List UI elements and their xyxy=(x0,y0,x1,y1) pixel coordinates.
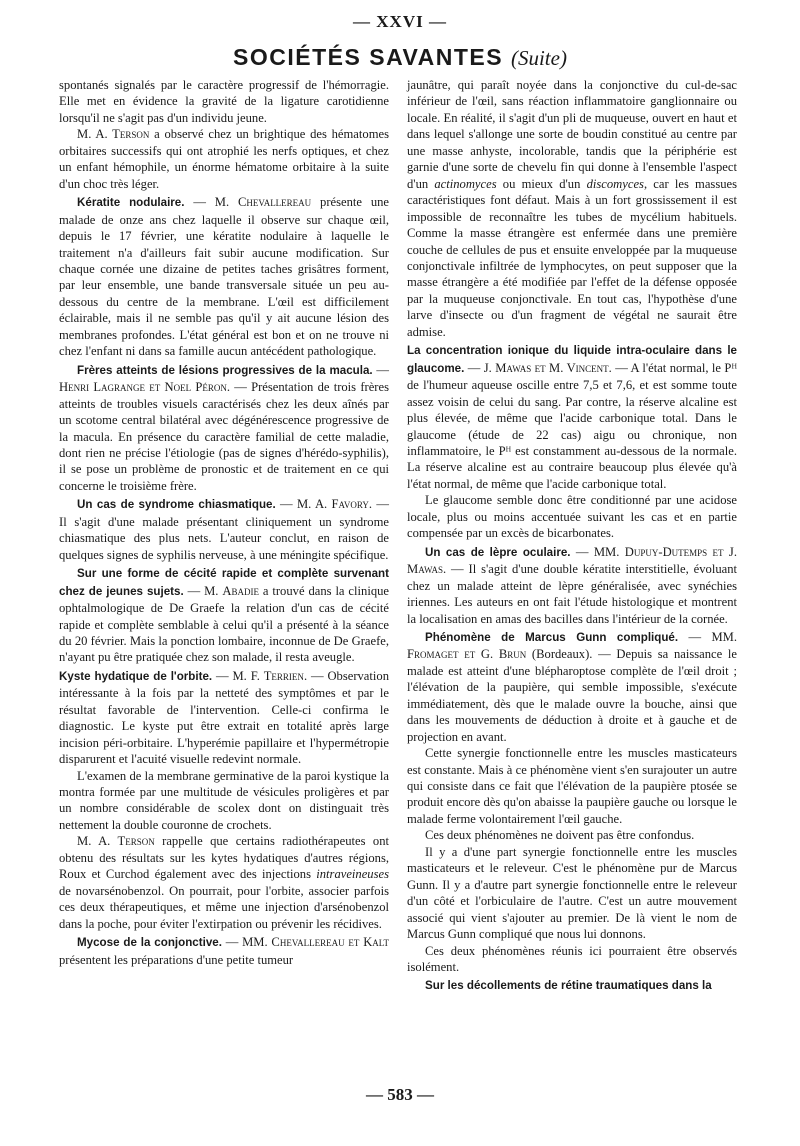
separator: — M. F. xyxy=(212,668,264,683)
paragraph: Il y a d'une part synergie fonctionnelle entre les muscles masticateurs et le releveur. C'est le phénomène pur de Marcus Gunn. Il y a d'autre part synergie fonctionnelle entre le releveur d'un côté et l'orbiculaire de l'autre. C'est un autre mouvement associé qui vient s'ajouter au premier. De là vient le nom de Marcus Gunn compliqué que nous lui donnons. xyxy=(407,844,737,942)
paragraph xyxy=(59,833,389,932)
separator: — MM. xyxy=(570,544,625,559)
author-name: M. A. Terson xyxy=(77,127,150,142)
page-roman-numeral: — XXVI — xyxy=(353,12,447,31)
author-name: Chevallereau et Kalt xyxy=(271,935,389,950)
separator: — MM. xyxy=(221,935,272,950)
paragraph-text: rappelle que certains radiothérapeutes ont obtenu des résultats sur les kytes hydatiques d'autres régions, Roux et Curchod également avec des injections xyxy=(59,834,389,882)
page-running-title xyxy=(0,44,800,71)
section-text: (Bordeaux). — Depuis sa naissance le malade est atteint d'une blépharoptose complète de l'œil droit ; l'élévation de la paupière, qui semble impossible, s'exécute immédiatement, dès que le malade ouvre la bouche, ainsi que dans les mouvements de déduction à droite et à gauche et de projection en avant. xyxy=(407,647,737,744)
author-name: Mawas et M. Vincent xyxy=(495,360,609,375)
paragraph: Ces deux phénomènes ne doivent pas être confondus. xyxy=(425,828,695,843)
separator: — M. xyxy=(183,583,223,598)
author-name: Fromaget et G. Brun xyxy=(407,647,527,662)
section-text: . — Il s'agit d'une double kératite interstitielle, évoluant chez un malade atteint de lèpre généralisée, avec synéchies iriennes. Les auteurs en ont fait l'étude histologique et montrent la localisation en amas des bacilles dans l'intérieur de la cornée. xyxy=(407,562,737,626)
section-cecite xyxy=(59,565,389,666)
section-kératite xyxy=(59,194,389,360)
separator: — xyxy=(372,362,389,377)
paragraph-text: de novarsénobenzol. On pourrait, pour l'orbite, associer parfois ces deux thérapeutiques, et même une injection d'arsénobenzol dans la poche, pour éviter l'extirpation ou prévenir les récidives. xyxy=(59,883,389,931)
separator: — MM. xyxy=(678,629,738,644)
paragraph-text: a observé chez un brightique des hématomes orbitaires successifs qui ont atrophié les nerfs optiques, et chez un enfant hémophile, un énorme hématome orbitaire à la suite d'un choc très léger. xyxy=(59,127,389,191)
section-heading: La concentration ionique du liquide intra-oculaire dans le glaucome. xyxy=(407,344,737,375)
section-heading: Un cas de syndrome chiasmatique. xyxy=(77,498,276,512)
section-heading: Sur une forme de cécité rapide et complète survenant chez de jeunes sujets. xyxy=(59,567,389,598)
separator: — J. xyxy=(464,360,496,375)
paragraph: Le glaucome semble donc être conditionné par une acidose locale, plus ou moins accentuée suivant les cas et en partie compensée par un excès de bicarbonates. xyxy=(407,493,737,541)
author-name: Henri Lagrange et Noel Péron xyxy=(59,380,227,395)
section-kyste xyxy=(59,668,389,768)
paragraph: spontanés signalés par le caractère progressif de l'hémorragie. Elle met en évidence la gravité de la ligature carotidienne lorsqu'il ne s'agit pas d'un individu jeune. xyxy=(59,78,389,125)
section-heading: Phénomène de Marcus Gunn compliqué. xyxy=(425,630,679,644)
section-chiasmatique xyxy=(59,496,389,563)
paragraph-text: ou mieux d'un xyxy=(496,176,587,191)
paragraph-text: , car les massues caractéristiques font défaut. Mais à un fort grossissement il est impossible de reconnaître les tubes de mycélium habituels. Comme la masse étrangère est enfermée dans une première couche de cellules de pus et ensuite enveloppée par la muqueuse conjonctivale infiltrée de lymphocytes, on peut supposer que la masse étrangère a été modifiée par l'effet de la défense opposée par la muqueuse conjonctivale. En tout cas, l'hypothèse d'une larve d'insecte ou d'un fragment de végétal ne saurait être admise. xyxy=(407,176,738,339)
section-text: présentent les préparations d'une petite tumeur xyxy=(59,952,294,967)
page-number: — 583 — xyxy=(366,1085,434,1104)
section-heading: Frères atteints de lésions progressives de la macula. xyxy=(77,363,373,377)
author-name: Terrien xyxy=(263,668,304,683)
right-column xyxy=(407,77,737,995)
section-text: . — Il s'agit d'une malade présentant cliniquement un syndrome chiasmatique des plus nets. L'auteur conclut, en raison de quelques signes de syphilis nerveuse, à une méningite spécifique. xyxy=(59,497,389,562)
separator: — M. A. xyxy=(275,497,332,512)
section-freres-macula xyxy=(59,362,389,495)
paragraph: Ces deux phénomènes réunis ici pourraient être observés isolément. xyxy=(407,943,737,975)
section-text: présente une malade de onze ans chez laquelle il observe sur chaque œil, depuis le 17 février, une kératite nodulaire à laquelle le traitement n'a d'ailleurs fait subir aucune modification. Sur chaque cornée une dizaine de petites taches grisâtres forment, par leur ensemble, une bande transversale située un peu au-dessous du centre de la membrane. L'œil est difficilement éclairable, mais il ne semble pas qu'il y ait aucune lésion des membranes profondes. L'état général est bon et on ne trouve ni chez l'enfant ni dans sa famille aucun antécédent pathologique. xyxy=(59,195,390,359)
section-heading: Kératite nodulaire. xyxy=(77,196,185,210)
author-name: Favory xyxy=(331,497,369,512)
section-text: . — A l'état normal, le Pᴴ de l'humeur aqueuse oscille entre 7,5 et 7,6, et est somme toute assez voisin de celui du sang. Par contre, la réserve alcaline est plus élevée, de même que l'acide carbonique total. Dans le glaucome (étude de 22 cas) aigu ou chronique, non inflammatoire, le Pᴴ est constamment au-dessous de la normale. La réserve alcaline est au contraire beaucoup plus élevée qu'à l'état normal, de même que l'acide carbonique total. xyxy=(407,360,737,491)
author-name: Dupuy-Dutemps et J. Mawas xyxy=(407,544,737,577)
paragraph-text: jaunâtre, qui paraît noyée dans la conjonctive du cul-de-sac inférieur de l'œil, sans réaction inflammatoire ganglionnaire ou locale. En réalité, il s'agit d'un pli de muqueuse, ouvert en haut et dans lequel s'allonge une sorte de boudin constitué au centre par une masse anhyste, incolorable, tandis que la périphérie est garnie d'une sorte de chevelu fin qui donne à l'ensemble l'aspect d'un xyxy=(407,78,737,191)
author-name: Abadie xyxy=(222,583,259,598)
section-text: . — Observation intéressante à la fois par la netteté des symptômes et par le résultat favorable de l'intervention. Celle-ci confirma le diagnostic. Le kyste put être extrait en totalité après large incision péri-orbitaire. L'hyperémie papillaire et l'hypermétropie disparurent et l'acuité visuelle redevint normale. xyxy=(59,668,389,767)
paragraph xyxy=(407,77,737,340)
section-heading: Un cas de lèpre oculaire. xyxy=(425,545,571,559)
section-mycose xyxy=(59,934,389,968)
paragraph xyxy=(59,126,389,192)
separator: — M. xyxy=(184,195,238,210)
running-title-text: SOCIÉTÉS SAVANTES xyxy=(233,44,504,70)
section-glaucome xyxy=(407,342,737,492)
section-text: a trouvé dans la clinique ophtalmologique de De Graefe la relation d'un cas de cécité rapide et complète semblable à celui qu'il a présenté à la séance du 20 février. Mais la ponction lombaire, inconnue de De Graefe, n'ayant pu être pratiquée chez son malade, il resta aveugle. xyxy=(59,583,389,665)
running-title-suite: (Suite) xyxy=(510,46,567,70)
section-lepre xyxy=(407,544,737,627)
section-marcus-gunn xyxy=(407,629,737,745)
italic-term: discomyces xyxy=(586,176,644,191)
author-name: M. A. Terson xyxy=(77,834,155,849)
paragraph: L'examen de la membrane germinative de la paroi kystique la montra formée par une multitude de vésicules proligères et par un nombre considérable de scolex dont on distinguait très nettement la double couronne de crochets. xyxy=(59,768,389,832)
italic-term: intraveineuses xyxy=(316,867,389,882)
paragraph: Cette synergie fonctionnelle entre les muscles masticateurs est constante. Mais à ce phénomène vient s'en surajouter un autre qui consiste dans ce fait que l'élévation de la paupière ptosée se produit encore dès qu'on abaisse la paupière gauche ou lorsque le malade ferme volontairement l'œil gauche. xyxy=(407,746,737,826)
author-name: Chevallereau xyxy=(237,195,312,210)
section-text: . — Présentation de trois frères atteints de troubles visuels caractérisés chez les deux aînés par un scotome central bilatéral avec dégénérescence progressive de la macula. En présence du caractère familial de cette maladie, dont rien ne précise l'étiologie (pas de signes d'hérédo-syphilis), il se pose un problème de pronostic et de traitement en ce qui concerne le troisième frère. xyxy=(59,380,389,493)
section-decollements xyxy=(407,977,737,994)
left-column xyxy=(59,77,389,968)
italic-term: actinomyces xyxy=(434,176,497,191)
section-heading: Mycose de la conjonctive. xyxy=(77,936,222,950)
section-heading: Kyste hydatique de l'orbite. xyxy=(59,669,213,683)
section-heading: Sur les décollements de rétine traumatiques dans la xyxy=(425,979,712,993)
